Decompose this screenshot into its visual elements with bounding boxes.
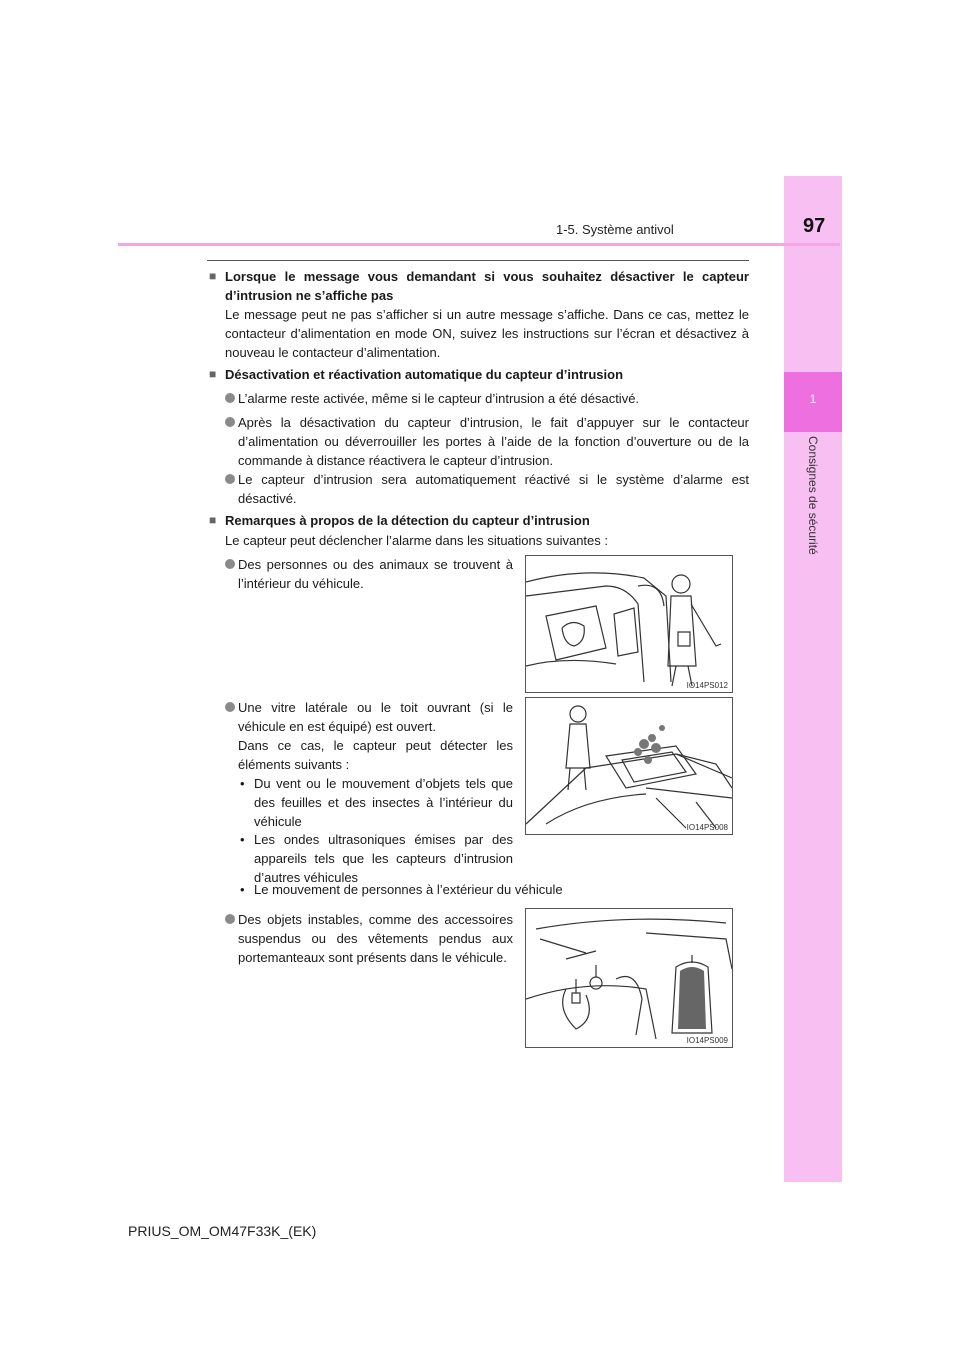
list-item: L’alarme reste activée, même si le capteur d’intrusion a été désactivé.	[238, 391, 640, 406]
page-number: 97	[803, 215, 826, 237]
section-heading: Désactivation et réactivation automatique du capteur d’intrusion	[225, 367, 624, 382]
round-bullet-icon	[225, 559, 235, 569]
square-bullet-icon: ■	[209, 367, 217, 381]
list-item: Le capteur d’intrusion sera automatiquement réactivé si le système d’alarme est désactivé.	[238, 472, 749, 506]
list-item-subtext: Dans ce cas, le capteur peut détecter les éléments suivants :	[238, 738, 513, 772]
section-heading: Lorsque le message vous demandant si vous souhaitez désactiver le capteur d’intrusion ne s’affiche pas	[225, 269, 749, 303]
sub-list-item: Les ondes ultrasoniques émises par des appareils tels que les capteurs d’intrusion d’autres véhicules	[254, 832, 513, 885]
figure-code: IO14PS008	[686, 823, 728, 832]
square-bullet-icon: ■	[209, 513, 217, 527]
sub-list-item: Du vent ou le mouvement d’objets tels que des feuilles et des insectes à l’intérieur du véhicule	[254, 776, 513, 829]
list-item: Après la désactivation du capteur d’intrusion, le fait d’appuyer sur le contacteur d’alimentation ou déverrouiller les portes à l’aide de la fonction d’ouverture ou de la commande à distance réactivera le capteur d’intrusion.	[238, 415, 749, 468]
side-tab	[784, 176, 842, 1182]
section-heading: Remarques à propos de la détection du capteur d’intrusion	[225, 513, 590, 528]
sub-list-item: Le mouvement de personnes à l’extérieur du véhicule	[254, 882, 563, 897]
list-item: Une vitre latérale ou le toit ouvrant (si le véhicule en est équipé) est ouvert.	[238, 700, 513, 734]
header-divider	[118, 243, 840, 246]
car-side-door-illustration	[526, 556, 732, 692]
figure-code: IO14PS009	[686, 1036, 728, 1045]
car-interior-illustration	[526, 909, 732, 1047]
figure-code: IO14PS012	[686, 681, 728, 690]
chapter-number: 1	[809, 392, 817, 406]
chapter-label: Consignes de sécurité	[806, 436, 820, 555]
illustration-hanging-objects	[525, 908, 733, 1048]
illustration-open-sunroof	[525, 697, 733, 835]
chapter-label-container	[784, 436, 842, 636]
car-sunroof-illustration	[526, 698, 732, 834]
dot-bullet-icon: •	[240, 832, 245, 847]
round-bullet-icon	[225, 393, 235, 403]
document-code: PRIUS_OM_OM47F33K_(EK)	[128, 1223, 317, 1239]
round-bullet-icon	[225, 417, 235, 427]
illustration-dog-in-car	[525, 555, 733, 693]
round-bullet-icon	[225, 702, 235, 712]
dot-bullet-icon: •	[240, 882, 245, 897]
list-item: Des personnes ou des animaux se trouvent à l’intérieur du véhicule.	[238, 557, 513, 591]
section-body: Le capteur peut déclencher l’alarme dans les situations suivantes :	[225, 533, 608, 548]
dot-bullet-icon: •	[240, 776, 245, 791]
round-bullet-icon	[225, 474, 235, 484]
content-rule	[207, 260, 749, 261]
square-bullet-icon: ■	[209, 269, 217, 283]
list-item: Des objets instables, comme des accessoires suspendus ou des vêtements pendus aux portemanteaux sont présents dans le véhicule.	[238, 912, 513, 965]
section-body: Le message peut ne pas s’afficher si un autre message s’affiche. Dans ce cas, mettez le contacteur d’alimentation en mode ON, suivez les instructions sur l’écran et désactivez à nouveau le contacteur d’alimentation.	[225, 307, 749, 360]
round-bullet-icon	[225, 914, 235, 924]
section-title: 1-5. Système antivol	[556, 222, 674, 237]
